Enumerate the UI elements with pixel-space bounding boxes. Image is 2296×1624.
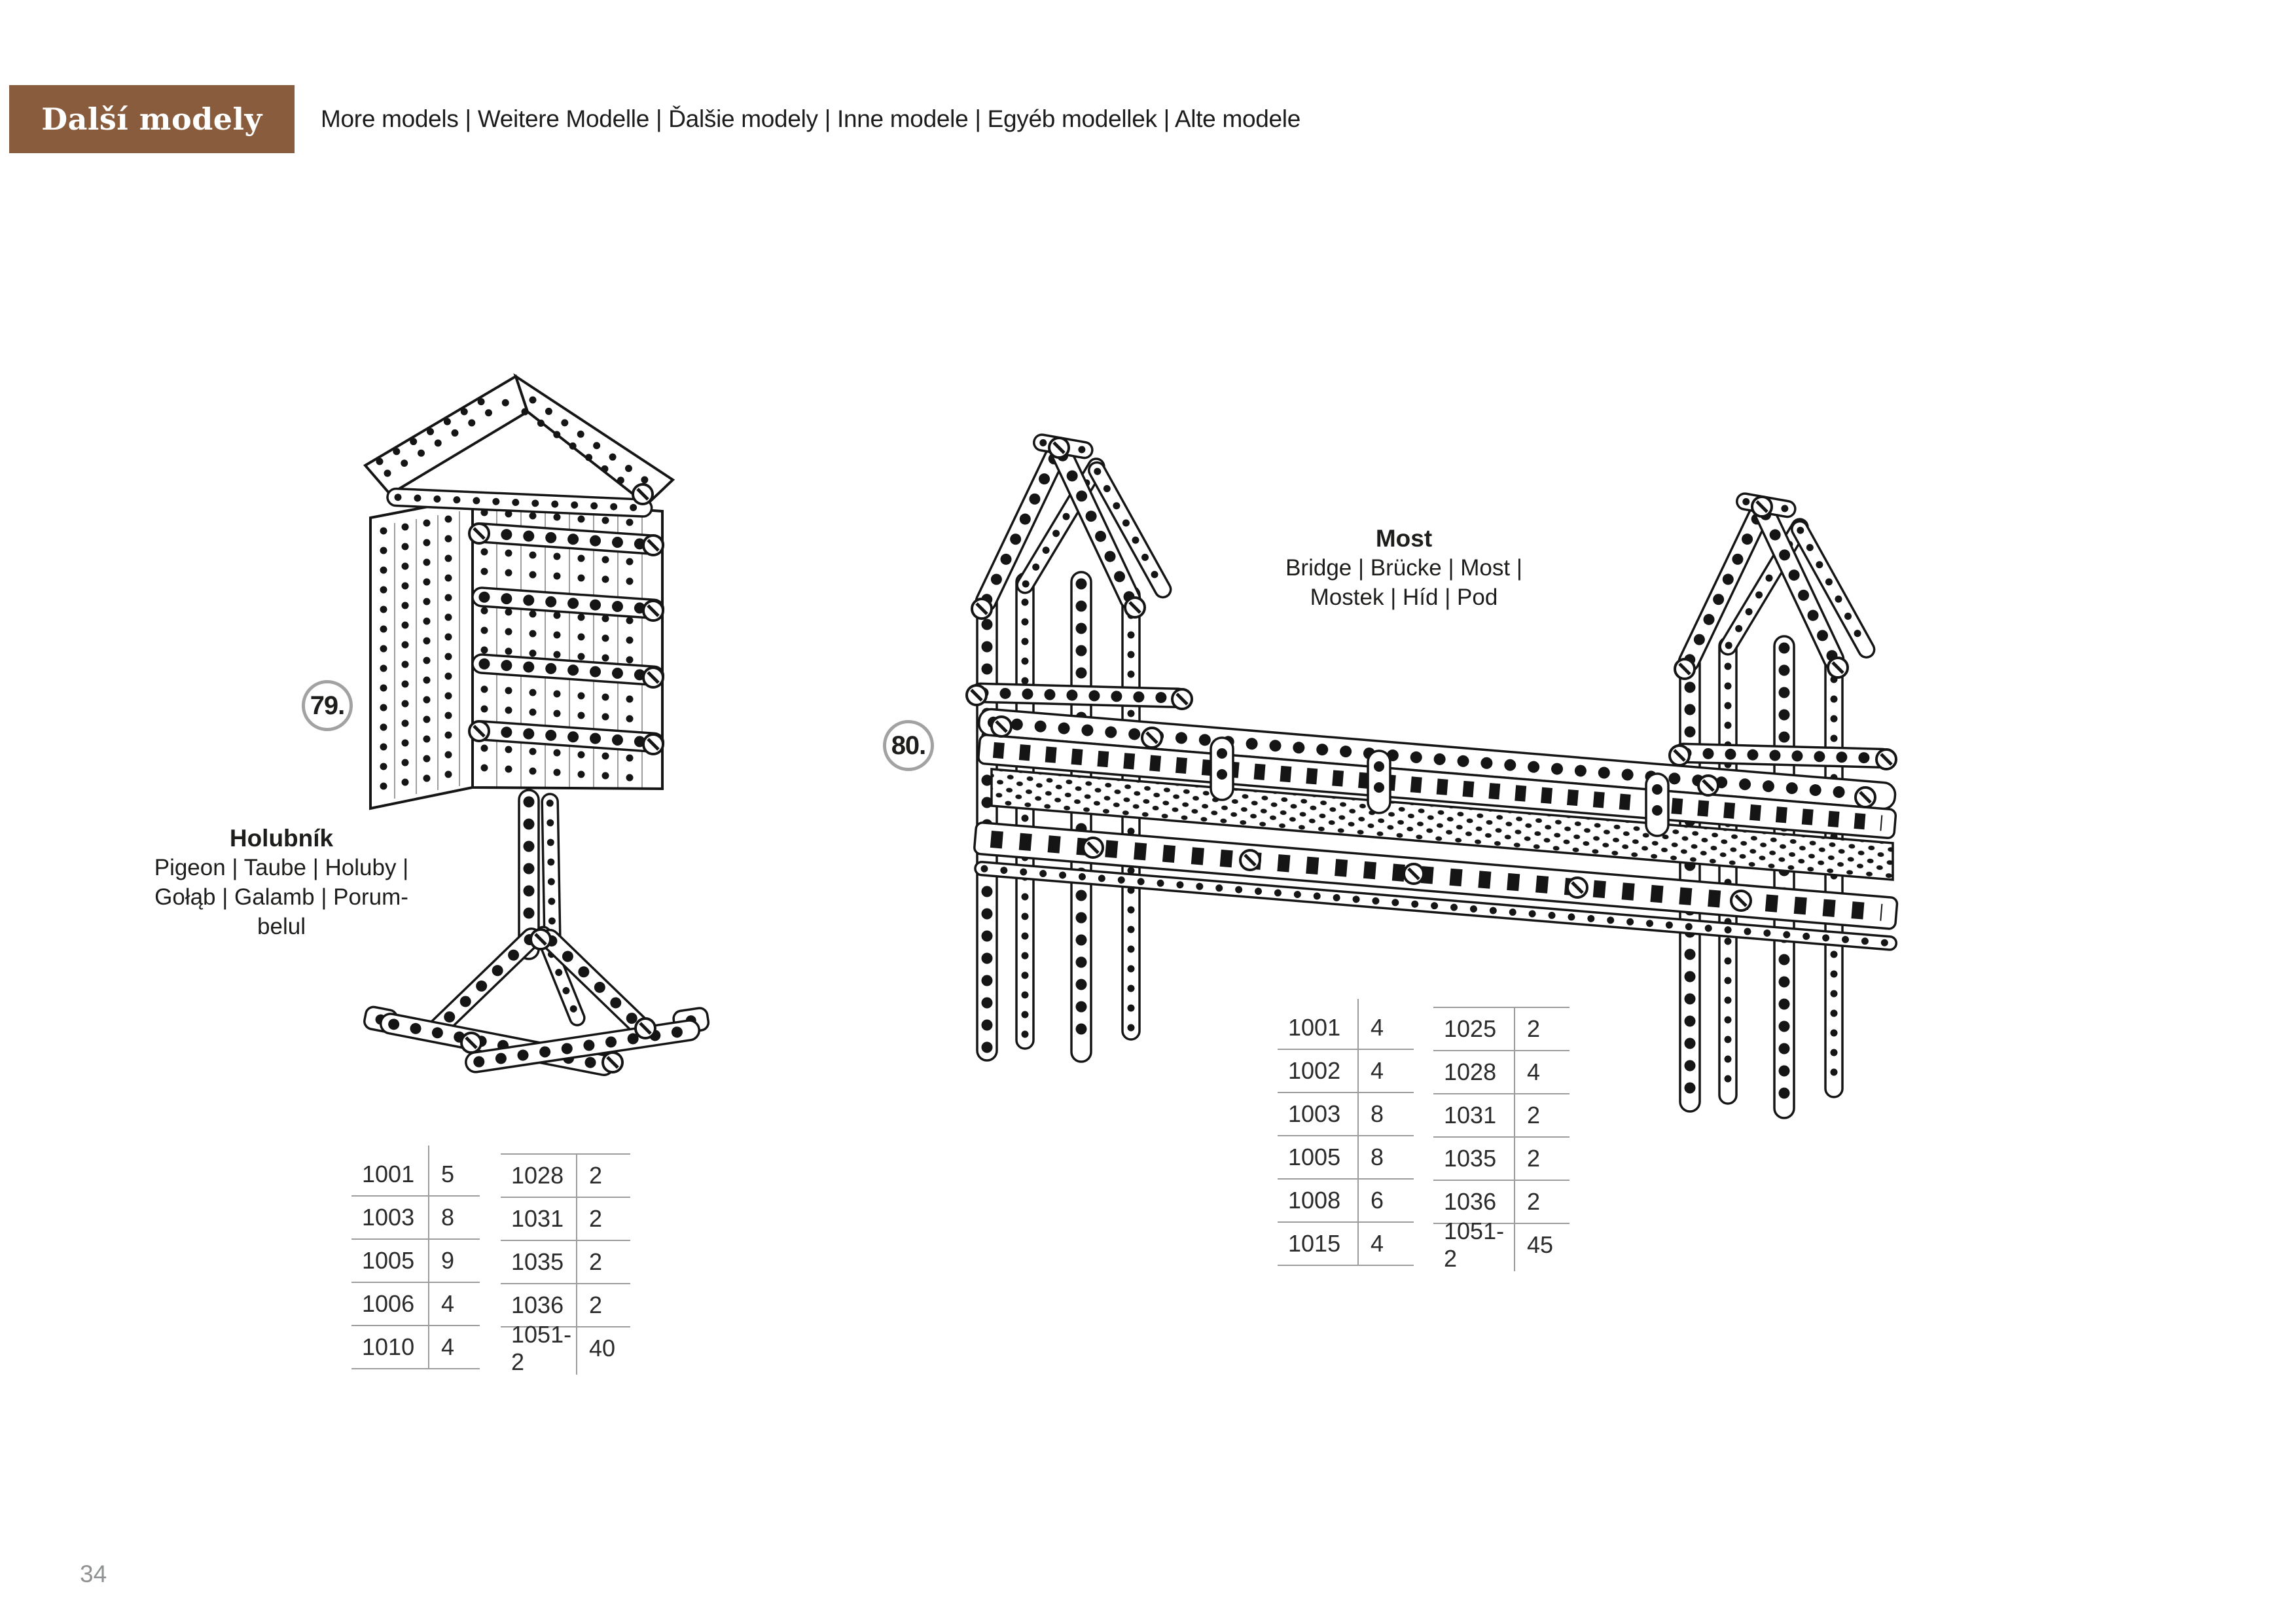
model-number-79: 79. (310, 691, 345, 720)
part-number-cell: 1036 (1433, 1181, 1515, 1223)
model-79-translation-line: belul (257, 914, 306, 939)
part-number-cell: 1028 (1433, 1051, 1515, 1093)
parts-row (351, 1240, 480, 1283)
model-79-parts-table-right (501, 1153, 630, 1375)
parts-row (501, 1321, 630, 1375)
model-80-name: Most (1375, 525, 1433, 552)
quantity-cell: 8 (1371, 1144, 1384, 1170)
parts-row (1278, 1093, 1414, 1136)
parts-row (351, 1326, 480, 1369)
quantity-cell: 2 (589, 1291, 603, 1318)
model-80-translation-line: Bridge | Brücke | Most | (1285, 555, 1522, 581)
quantity-cell: 45 (1527, 1231, 1554, 1258)
part-number-cell: 1031 (501, 1198, 577, 1240)
model-80-parts-table-left (1278, 999, 1414, 1266)
part-number-cell: 1006 (351, 1283, 429, 1325)
parts-row (351, 1153, 480, 1197)
part-number-cell: 1051-2 (501, 1327, 577, 1369)
part-number-cell: 1051-2 (1433, 1224, 1515, 1266)
quantity-cell: 4 (1371, 1057, 1384, 1084)
parts-row (1433, 1138, 1570, 1181)
part-number-cell: 1028 (501, 1155, 577, 1197)
model-79-parts-table-left (351, 1146, 480, 1369)
table-spacer (501, 1369, 630, 1375)
section-subtitle: More models | Weitere Modelle | Ďalšie modely | Inne modele | Egyéb modellek | Alte modele (321, 105, 1300, 132)
parts-row (1433, 1094, 1570, 1138)
quantity-cell: 4 (441, 1290, 455, 1317)
quantity-cell: 4 (1527, 1058, 1541, 1085)
parts-row (1278, 1050, 1414, 1093)
part-number-cell: 1036 (501, 1284, 577, 1326)
quantity-cell: 4 (1371, 1230, 1384, 1257)
model-79-translation-line: Pigeon | Taube | Holuby | (154, 855, 409, 880)
part-number-cell: 1031 (1433, 1094, 1515, 1136)
pigeon-house-front-wall (469, 498, 664, 789)
table-spacer (1278, 999, 1414, 1007)
model-79-name: Holubník (229, 825, 334, 852)
table-spacer (351, 1146, 480, 1153)
part-number-cell: 1015 (1278, 1223, 1359, 1265)
table-spacer (1433, 1266, 1570, 1271)
quantity-cell: 6 (1371, 1187, 1384, 1214)
model-79-translation-line: Gołąb | Galamb | Porum- (154, 884, 408, 910)
part-number-cell: 1003 (1278, 1093, 1359, 1135)
pigeon-house-base (363, 1005, 709, 1076)
part-number-cell: 1001 (1278, 1007, 1359, 1049)
model-80-label (1247, 524, 1561, 612)
model-number-badge-80 (883, 720, 934, 771)
quantity-cell: 4 (441, 1333, 455, 1360)
part-number-cell: 1010 (351, 1326, 429, 1368)
quantity-cell: 5 (441, 1161, 455, 1187)
parts-row (1433, 1008, 1570, 1051)
quantity-cell: 9 (441, 1247, 455, 1274)
quantity-cell: 2 (1527, 1015, 1541, 1042)
pigeon-house-roof (365, 376, 673, 517)
quantity-cell: 2 (589, 1162, 603, 1189)
parts-row (501, 1198, 630, 1241)
bridge-deck (974, 708, 1897, 950)
pigeon-house-side-wall (370, 498, 473, 808)
part-number-cell: 1003 (351, 1197, 429, 1238)
page-number: 34 (80, 1561, 107, 1587)
parts-row (501, 1155, 630, 1198)
quantity-cell: 2 (1527, 1145, 1541, 1172)
quantity-cell: 8 (1371, 1100, 1384, 1127)
parts-row (501, 1241, 630, 1284)
model-number-badge-79 (302, 680, 353, 731)
parts-row (1278, 1180, 1414, 1223)
pigeon-house-illustration (308, 363, 726, 1110)
parts-row (1433, 1051, 1570, 1094)
section-tag-label: Další modely (41, 101, 262, 137)
quantity-cell: 4 (1371, 1014, 1384, 1041)
parts-row (351, 1197, 480, 1240)
part-number-cell: 1035 (1433, 1138, 1515, 1180)
part-number-cell: 1035 (501, 1241, 577, 1283)
quantity-cell: 2 (1527, 1188, 1541, 1215)
parts-row (1278, 1223, 1414, 1266)
quantity-cell: 2 (1527, 1102, 1541, 1128)
part-number-cell: 1005 (1278, 1136, 1359, 1178)
part-number-cell: 1008 (1278, 1180, 1359, 1221)
section-tag (9, 85, 295, 153)
quantity-cell: 8 (441, 1204, 455, 1231)
model-80-translation-line: Mostek | Híd | Pod (1310, 585, 1498, 610)
quantity-cell: 2 (589, 1205, 603, 1232)
model-80-parts-table-right (1433, 1007, 1570, 1271)
part-number-cell: 1001 (351, 1153, 429, 1195)
quantity-cell: 2 (589, 1248, 603, 1275)
part-number-cell: 1005 (351, 1240, 429, 1282)
part-number-cell: 1002 (1278, 1050, 1359, 1092)
parts-row (1278, 1136, 1414, 1180)
part-number-cell: 1025 (1433, 1008, 1515, 1050)
model-number-80: 80. (891, 731, 926, 760)
bridge-illustration (936, 412, 1918, 1119)
model-79-label (131, 823, 432, 941)
quantity-cell: 40 (589, 1335, 616, 1362)
parts-row (351, 1283, 480, 1326)
parts-row (1278, 1007, 1414, 1050)
parts-row (1433, 1218, 1570, 1272)
